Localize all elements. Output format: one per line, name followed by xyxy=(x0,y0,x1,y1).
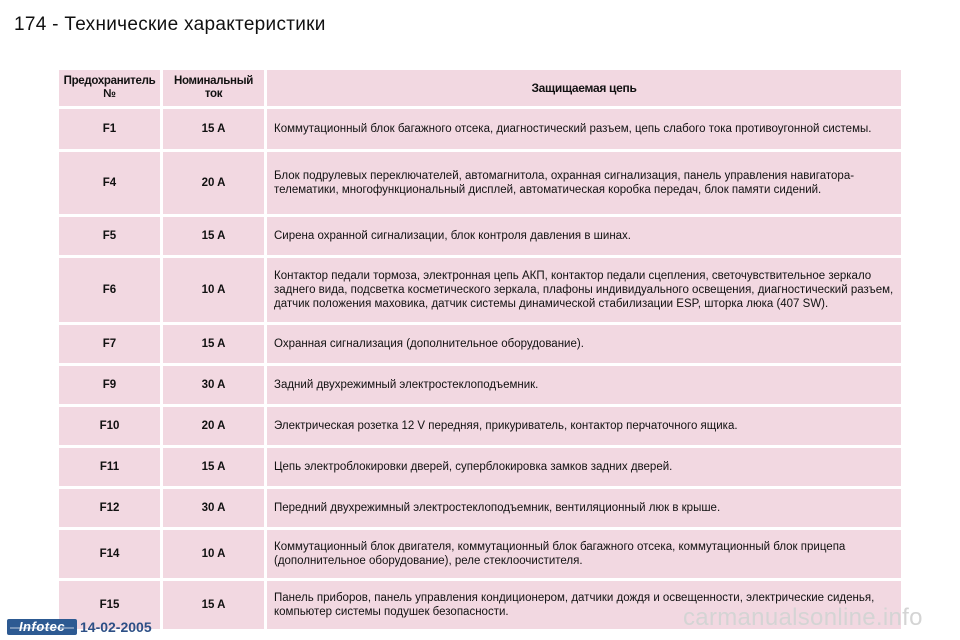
table-header-row xyxy=(59,70,901,106)
infotec-logo xyxy=(7,619,77,635)
fuse-rating: 15 A xyxy=(163,109,264,149)
table-row xyxy=(59,258,901,322)
watermark: carmanualsonline.info xyxy=(683,604,923,631)
fuse-number: F14 xyxy=(59,530,160,578)
fuse-rating: 30 A xyxy=(163,489,264,527)
fuse-number: F12 xyxy=(59,489,160,527)
fuse-rating: 10 A xyxy=(163,258,264,322)
fuse-number: F11 xyxy=(59,448,160,486)
fuse-number: F4 xyxy=(59,152,160,214)
table-row xyxy=(59,109,901,149)
footer-date: 14-02-2005 xyxy=(80,619,152,635)
table-row xyxy=(59,366,901,404)
fuse-description: Коммутационный блок двигателя, коммутационный блок багажного отсека, коммутационный блок прицепа (дополнительное оборудование), реле стеклоочистителя. xyxy=(267,530,901,578)
fuse-rating: 20 A xyxy=(163,152,264,214)
fuse-rating: 15 A xyxy=(163,217,264,255)
fuse-rating: 20 A xyxy=(163,407,264,445)
fuse-description: Панель приборов, панель управления кондиционером, датчики дождя и освещенности, электрические сиденья, компьютер системы подушек безопасности. xyxy=(267,581,901,629)
fuse-description: Коммутационный блок багажного отсека, диагностический разъем, цепь слабого тока противоугонной системы. xyxy=(267,109,901,149)
table-row xyxy=(59,325,901,363)
fuse-number: F5 xyxy=(59,217,160,255)
page-title: 174 - Технические характеристики xyxy=(14,14,326,35)
fuse-rating: 15 A xyxy=(163,448,264,486)
fuse-description: Блок подрулевых переключателей, автомагнитола, охранная сигнализация, панель управления навигатора-телематики, многофункциональный дисплей, автоматическая коробка передач, блок памяти сидений. xyxy=(267,152,901,214)
fuse-description: Передний двухрежимный электростеклоподъемник, вентиляционный люк в крыше. xyxy=(267,489,901,527)
fuse-number: F9 xyxy=(59,366,160,404)
fuse-description: Электрическая розетка 12 V передняя, прикуриватель, контактор перчаточного ящика. xyxy=(267,407,901,445)
fuse-rating: 30 A xyxy=(163,366,264,404)
table-row xyxy=(59,217,901,255)
fuse-number: F7 xyxy=(59,325,160,363)
header-rated-current: Номинальный ток xyxy=(163,70,264,106)
table-row xyxy=(59,407,901,445)
fuse-number: F1 xyxy=(59,109,160,149)
header-protected-circuit: Защищаемая цепь xyxy=(267,70,901,106)
fuse-description: Сирена охранной сигнализации, блок контроля давления в шинах. xyxy=(267,217,901,255)
fuse-description: Задний двухрежимный электростеклоподъемник. xyxy=(267,366,901,404)
table-row xyxy=(59,530,901,578)
fuse-rating: 10 A xyxy=(163,530,264,578)
fuse-rating: 15 A xyxy=(163,325,264,363)
logo-stripe xyxy=(10,627,74,629)
fuse-description: Цепь электроблокировки дверей, суперблокировка замков задних дверей. xyxy=(267,448,901,486)
table-row xyxy=(59,152,901,214)
fuse-description: Контактор педали тормоза, электронная цепь АКП, контактор педали сцепления, светочувствительное зеркало заднего вида, подсветка косметического зеркала, плафоны индивидуального освещения, диагностический разъем, датчик положения маховика, датчик системы динамической стабилизации ESP, шторка люка (407 SW). xyxy=(267,258,901,322)
infotec-logo-text: Infotec xyxy=(18,619,66,634)
header-fuse-number: Предохранитель № xyxy=(59,70,160,106)
fuse-number: F15 xyxy=(59,581,160,629)
fuse-description: Охранная сигнализация (дополнительное оборудование). xyxy=(267,325,901,363)
table-row xyxy=(59,489,901,527)
fuse-number: F6 xyxy=(59,258,160,322)
fuse-table xyxy=(56,67,904,632)
table-row xyxy=(59,448,901,486)
fuse-rating: 15 A xyxy=(163,581,264,629)
fuse-number: F10 xyxy=(59,407,160,445)
